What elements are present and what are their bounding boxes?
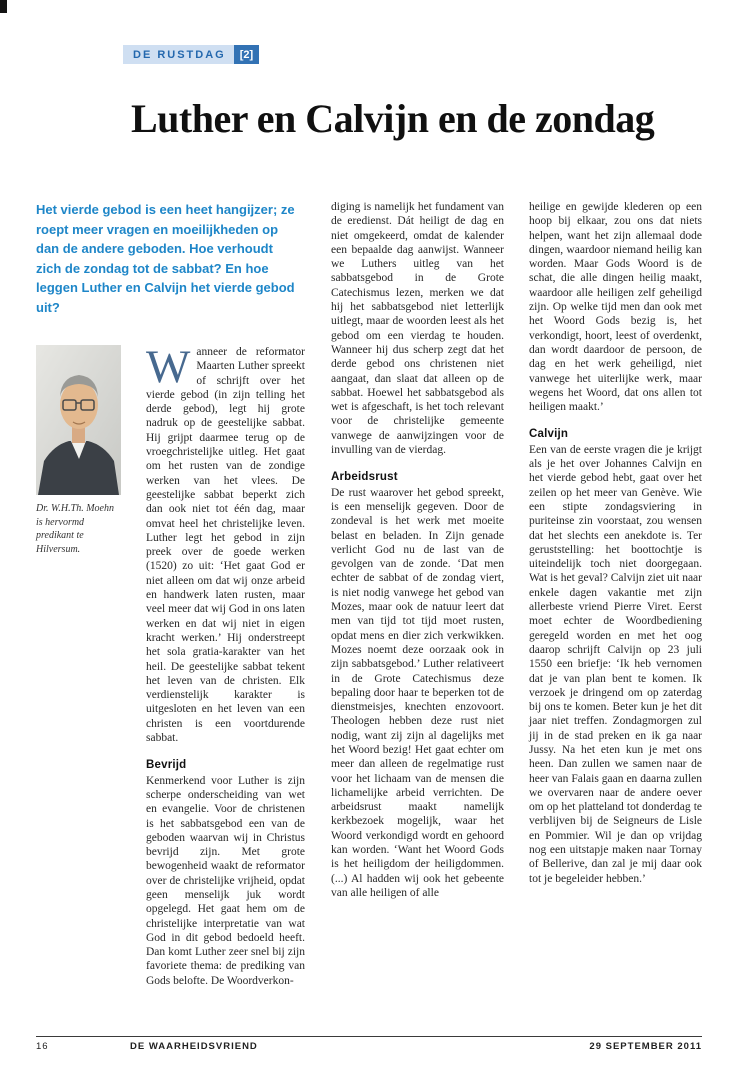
text-column-3 (529, 200, 702, 886)
issue-date: 29 SEPTEMBER 2011 (589, 1041, 702, 1052)
footer-rule (36, 1036, 702, 1037)
body-paragraph: De rust waarover het gebod spreekt, is een menselijk gegeven. Door de zondeval is het werk met moeite belast en beladen. In Zijn genade verlicht God nu de last van de gevolgen van de zonde. ‘Dat men echter de sabbat of de zondag viert, is niet nodig vanwege het gebod van Mozes, maar ook de natuur leert dat men van tijd tot tijd moet rusten, opdat mens en dier zich verkwikken. Mozes noemt deze oorzaak ook in zijn sabbatsgebod.’ Luther relativeert in de Grote Catechismus deze bepaling door haar te beperken tot de dienstmeisjes, knechten enzovoort. Theologen hebben deze rust niet nodig, want zij zijn al dagelijks met het Woord bezig! Het gaat echter om meer dan alleen de regelmatige rust voor het lichaam van de mensen die lichamelijke arbeid verrichten. De arbeidsrust maakt namelijk kerkbezoek mogelijk, waar het Woord verkondigd wordt en gehoord kan worden. ‘Want het Woord Gods is het heiligdom der heiligdommen. (...) Al hadden wij ook het gebeente van alle heiligen of alle (331, 486, 504, 899)
body-paragraph: Kenmerkend voor Luther is zijn scherpe onderscheiding van wet en evangelie. Voor de christenen is het sabbatsgebod een van de geboden waarvan wij in Christus bevrijd zijn. Met grote bewogenheid waakt de reformator over de christelijke vrijheid, opdat geen menselijk juk wordt opgelegd. Het gaat hem om de christelijke interpretatie van wat God in dit gebod bedoeld heeft. Dan komt Luther zeer snel bij zijn favoriete thema: de prediking van Gods belofte. De Woordverkon- (146, 774, 305, 987)
text-column-2 (331, 200, 504, 900)
body-paragraph: diging is namelijk het fundament van de eredienst. Dát heiligt de dag en niet omgekeerd, omdat de kalender een bepaalde dag aanwijst. Wanneer we Luthers uitleg van het sabbatsgebod in de Grote Catechismus lezen, merken we dat hij het sabbatsgebod niet letterlijk uitlegt, maar de woorden leest als het gebod om een vierdag te houden. Wanneer hij dus scherp zegt dat het derde gebod ons christenen niet aangaat, dan slaat dat alleen op de sabbat. Hoewel het sabbatsgebod als wet is afgeschaft, is het toch relevant voor de christelijke gemeente vanwege de aanwijzingen voor de invulling van de vierdag. (331, 201, 504, 457)
subheading-calvijn: Calvijn (529, 428, 569, 441)
photo-caption: Dr. W.H.Th. Moehn is hervormd predikant te Hilversum. (36, 503, 114, 555)
body-paragraph: Een van de eerste vragen die je krijgt als je het over Johannes Calvijn en het vierde gebod hebt, gaat over het zeilen op het meer van Genève. Wie een stipte zondagsviering in puriteinse zin voorstaat, zou wensen dat het slechts een anekdote is. Ter geruststelling: het boottochtje is uiteindelijk toch niet doorgegaan. Wat is het geval? Calvijn ziet uit naar enkele dagen vakantie met zijn allerbeste vriend Pierre Viret. Eerst moet echter de Woordbediening geregeld worden en met het oog daarop schrijft Calvijn op 23 juli 1550 een briefje: ‘Ik heb vernomen dat je van plan bent te komen. Ik verzoek je dringend om op zaterdag bij ons te komen. Beter kun je het dit jaar niet treffen. Zondagmorgen zul jij in de stad preken en ik ga naar Jussy. Na het eten kun je met ons heen. Dan zullen we samen naar de heer van Falais gaan en daarna zullen we overvaren naar de andere oever om op het platteland tot donderdag te verblijven bij de Seigneurs de Lisle en Pommier. Wil je dan op vrijdag nog een uitstapje maken naar Tornay of Bellerive, dan zal je mij daar ook tot je begeleider hebben.’ (529, 443, 702, 885)
section-label-text: DE RUSTDAG (123, 45, 234, 64)
page-number: 16 (36, 1041, 49, 1052)
section-label-number: [2] (234, 45, 259, 64)
body-paragraph (146, 341, 305, 745)
drop-cap: W (146, 341, 191, 393)
subheading-arbeidsrust: Arbeidsrust (331, 471, 398, 484)
paragraph-text: anneer de reformator Maarten Luther spreekt of schrijft over het vierde gebod (in zijn telling het derde gebod), legt hij grote nadruk op de geestelijke sabbat. Hij grijpt daarmee terug op de vroegchristelijke uitleg. Het gaat om het rusten van de zondige werken van het vlees. De geestelijke sabbat beperkt zich dan ook niet tot één dag, maar omvat heel het christelijke leven. Luther legt het gebod in zijn preek over de goede werken (1520) zo uit: ‘Het gaat God er niet alleen om dat wij onze arbeid en handwerk laten rusten, maar veel meer dat wij God in ons laten werken en dat wij niet in eigen kracht werken.’ Hij onderstreept het sola gratia-karakter van het heil. De geestelijke sabbat tekent het leven van de christen. Elk verdienstelijk karakter is uitgesloten en het leven van een christen is een voortdurende sabbat. (146, 346, 305, 745)
article-title: Luther en Calvijn en de zondag (131, 96, 655, 141)
publication-name: DE WAARHEIDSVRIEND (130, 1041, 258, 1052)
author-photo-figure (36, 345, 121, 556)
body-paragraph: heilige en gewijde klederen op een hoop bij elkaar, zou ons dat niets helpen, want het zijn allemaal dode dingen, waardoor niemand heilig kan worden. Maar Gods Woord is de schat, die alle dingen heilig maakt, waardoor alle heiligen zelf geheiligd zijn. Op welke tijd men dan ook met het Woord Gods bezig is, het verkondigt, hoort, leest of overdenkt, dan wordt daardoor de persoon, de dag en het werk geheiligd, niet vanwege het uiterlijke werk, maar wegens het Woord, dat ons allen tot heiligen maakt.’ (529, 201, 702, 414)
intro-paragraph: Het vierde gebod is een heet hangijzer; ze roept meer vragen en moeilijkheden op dan de andere geboden. Hoe verhoudt zich de zondag tot de sabbat? En hoe leggen Luther en Calvijn het vierde gebod uit? (36, 202, 295, 315)
subheading-bevrijd: Bevrijd (146, 759, 187, 772)
portrait-photo (36, 345, 121, 495)
section-label (123, 45, 259, 64)
scan-edge-artifact (0, 0, 7, 13)
text-column-1 (146, 341, 305, 988)
